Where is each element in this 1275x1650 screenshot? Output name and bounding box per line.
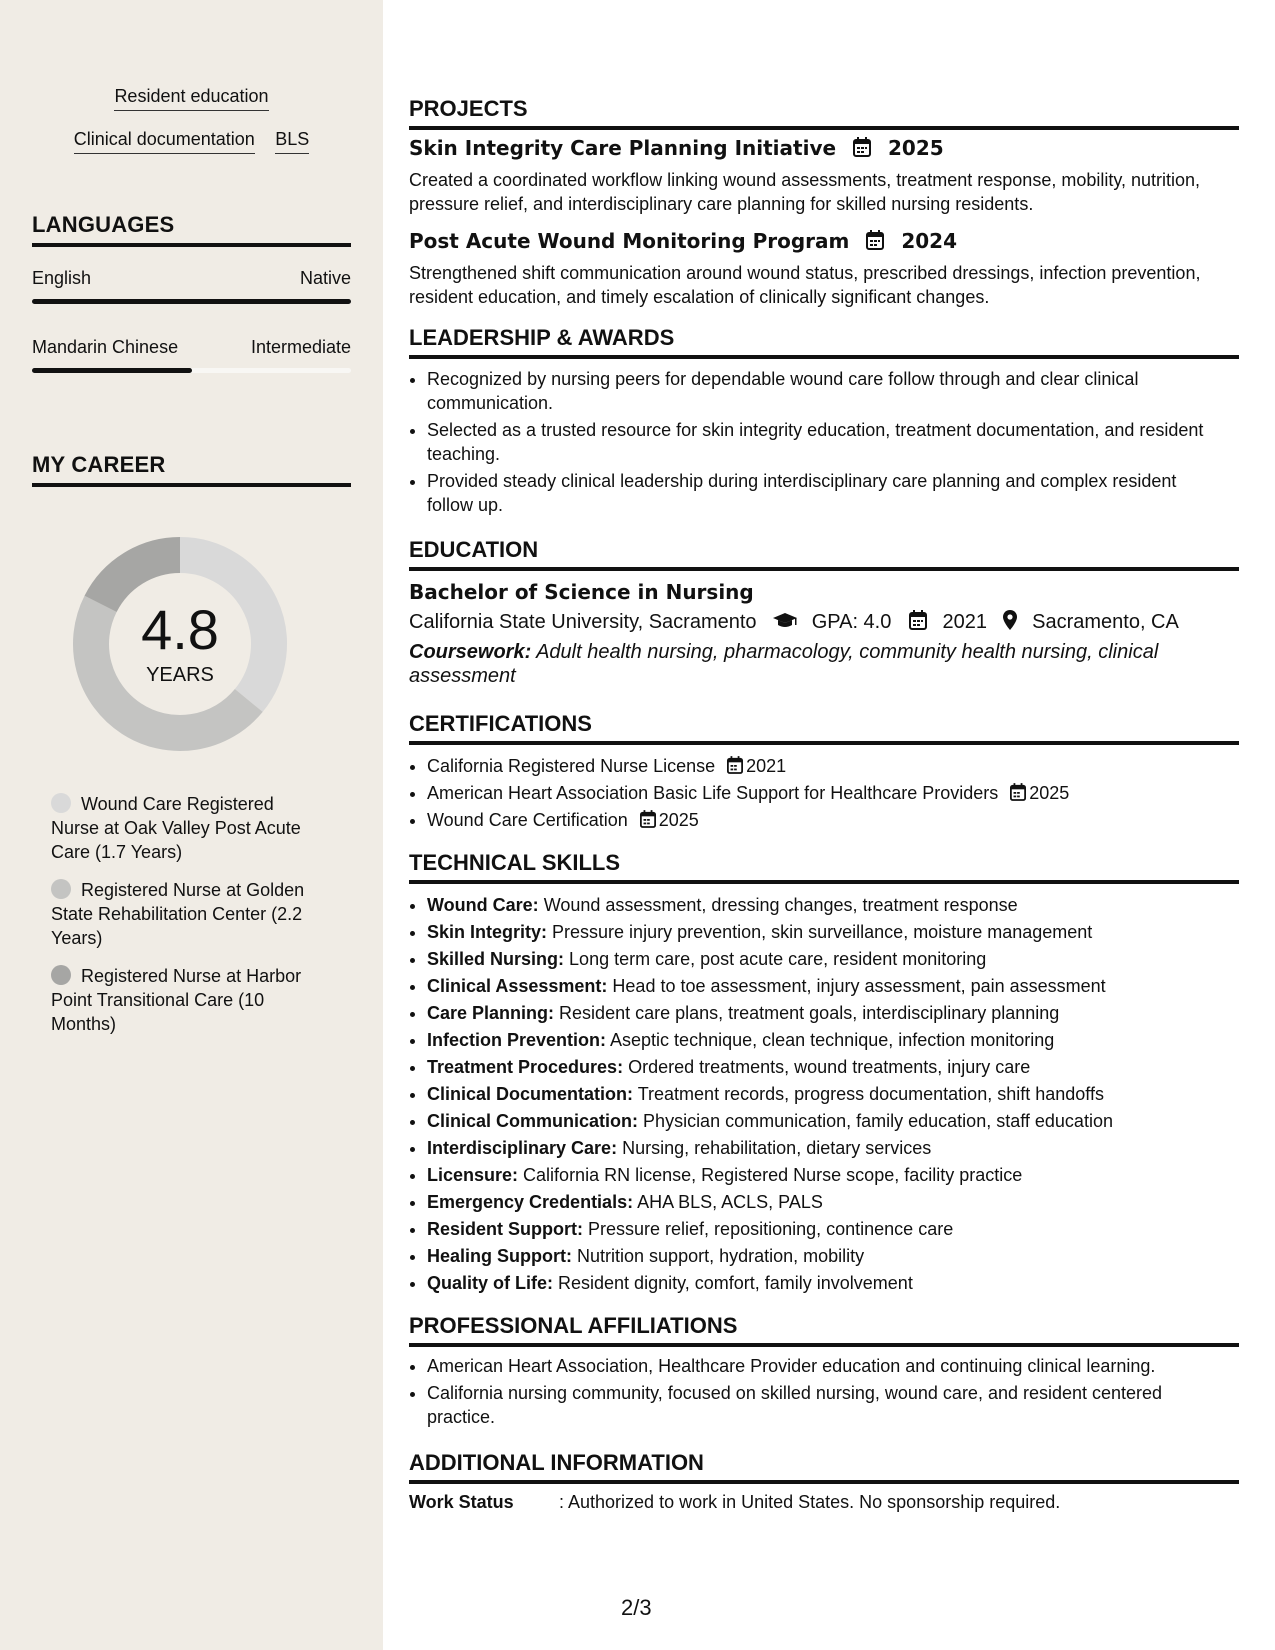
cert-year: 2021 xyxy=(746,756,787,776)
coursework-text: Adult health nursing, pharmacology, community health nursing, clinical assessment xyxy=(409,641,1159,687)
skill-tags-row-1 xyxy=(0,86,383,111)
career-legend-item xyxy=(51,964,321,1036)
skill-item xyxy=(427,1271,1227,1295)
skill-value: Treatment records, progress documentation, shift handoffs xyxy=(637,1084,1104,1104)
coursework xyxy=(409,640,1209,688)
calendar-icon xyxy=(866,230,884,250)
project-description: Created a coordinated workflow linking wound assessments, treatment response, mobility, nutrition, pressure relief, and interdisciplinary care planning for skilled nursing residents. xyxy=(409,170,1201,214)
affiliations-heading: PROFESSIONAL AFFILIATIONS xyxy=(409,1313,1239,1347)
skills-heading: TECHNICAL SKILLS xyxy=(409,850,1239,884)
skill-item xyxy=(427,1028,1227,1052)
main-content xyxy=(409,0,1239,1650)
skill-label: Care Planning: xyxy=(427,1003,555,1023)
career-legend-text: Wound Care Registered Nurse at Oak Valley Post Acute Care (1.7 Years) xyxy=(51,794,301,862)
project-name: Post Acute Wound Monitoring Program xyxy=(409,229,850,253)
project-year: 2024 xyxy=(901,229,957,253)
cert-name: California Registered Nurse License xyxy=(427,756,716,776)
cert-year: 2025 xyxy=(1029,783,1070,803)
language-level: Intermediate xyxy=(250,337,351,357)
list-item: • American Heart Association, Healthcare Provider education and continuing clinical learning. xyxy=(427,1354,1227,1378)
skill-value: Resident care plans, treatment goals, interdisciplinary planning xyxy=(559,1003,1060,1023)
legend-dot-icon xyxy=(51,879,71,899)
skill-label: Licensure: xyxy=(427,1165,519,1185)
skill-value: Nursing, rehabilitation, dietary services xyxy=(622,1138,932,1158)
project-year: 2025 xyxy=(888,136,944,160)
skill-value: Pressure relief, repositioning, continence care xyxy=(588,1219,954,1239)
career-heading: MY CAREER xyxy=(32,452,351,487)
career-total-unit: YEARS xyxy=(146,664,214,686)
cert-name: Wound Care Certification xyxy=(427,810,628,830)
skill-item xyxy=(427,1190,1227,1214)
list-item: • Recognized by nursing peers for dependable wound care follow through and clear clinical communication. xyxy=(427,367,1227,415)
language-english xyxy=(32,268,351,304)
language-name: English xyxy=(32,268,92,288)
graduation-year: 2021 xyxy=(942,611,987,633)
list-item xyxy=(427,808,1227,832)
location-pin-icon xyxy=(1003,610,1017,630)
career-legend-item xyxy=(51,792,321,864)
skill-value: Physician communication, family education, staff education xyxy=(643,1111,1113,1131)
cert-year: 2025 xyxy=(658,810,699,830)
calendar-icon xyxy=(640,810,656,828)
skill-label: Clinical Assessment: xyxy=(427,976,608,996)
cert-name: American Heart Association Basic Life Support for Healthcare Providers xyxy=(427,783,999,803)
skill-item xyxy=(427,1217,1227,1241)
gpa: GPA: 4.0 xyxy=(811,611,892,633)
skill-value: Pressure injury prevention, skin surveillance, moisture management xyxy=(552,922,1093,942)
skill-value: Long term care, post acute care, resident monitoring xyxy=(569,949,987,969)
degree-title: Bachelor of Science in Nursing xyxy=(409,580,754,604)
language-proficiency-bar xyxy=(32,299,351,304)
skill-label: Wound Care: xyxy=(427,895,539,915)
skill-label: Skin Integrity: xyxy=(427,922,548,942)
language-name: Mandarin Chinese xyxy=(32,337,179,357)
languages-heading: LANGUAGES xyxy=(32,212,351,247)
list-item: • Selected as a trusted resource for skin integrity education, treatment documentation, and resident teaching. xyxy=(427,418,1227,466)
skill-value: Resident dignity, comfort, family involvement xyxy=(558,1273,913,1293)
skill-label: Treatment Procedures: xyxy=(427,1057,624,1077)
list-item: • California nursing community, focused on skilled nursing, wound care, and resident centered practice. xyxy=(427,1381,1227,1429)
skill-item xyxy=(427,893,1227,917)
project-description: Strengthened shift communication around wound status, prescribed dressings, infection prevention, resident education, and timely escalation of clinically significant changes. xyxy=(409,263,1201,307)
work-status-value: : Authorized to work in United States. No sponsorship required. xyxy=(559,1492,1061,1512)
career-legend-text: Registered Nurse at Harbor Point Transitional Care (10 Months) xyxy=(51,966,302,1034)
project-name: Skin Integrity Care Planning Initiative xyxy=(409,136,837,160)
skill-label: Healing Support: xyxy=(427,1246,572,1266)
calendar-icon xyxy=(727,756,743,774)
leadership-list xyxy=(409,367,1227,520)
affiliations-list xyxy=(409,1354,1227,1432)
school-name: California State University, Sacramento xyxy=(409,611,757,633)
skill-tag: Clinical documentation xyxy=(74,129,255,154)
project-title xyxy=(409,136,944,160)
skill-tag: BLS xyxy=(275,129,309,154)
skill-item xyxy=(427,1055,1227,1079)
career-total-years: 4.8 xyxy=(141,598,219,661)
skill-tags-row-2 xyxy=(0,129,383,154)
skill-value: Ordered treatments, wound treatments, injury care xyxy=(628,1057,1031,1077)
projects-heading: PROJECTS xyxy=(409,96,1239,130)
list-item xyxy=(427,781,1227,805)
project-title xyxy=(409,229,957,253)
skill-label: Quality of Life: xyxy=(427,1273,553,1293)
skill-value: Wound assessment, dressing changes, treatment response xyxy=(543,895,1018,915)
legend-dot-icon xyxy=(51,965,71,985)
skill-tag: Resident education xyxy=(114,86,268,111)
skill-value: Nutrition support, hydration, mobility xyxy=(577,1246,865,1266)
skill-label: Clinical Communication: xyxy=(427,1111,639,1131)
career-legend-item xyxy=(51,878,321,950)
skills-list xyxy=(409,893,1227,1298)
additional-heading: ADDITIONAL INFORMATION xyxy=(409,1450,1239,1484)
skill-value: California RN license, Registered Nurse scope, facility practice xyxy=(523,1165,1023,1185)
school-location: Sacramento, CA xyxy=(1032,611,1179,633)
skill-label: Skilled Nursing: xyxy=(427,949,565,969)
education-details xyxy=(409,610,1187,634)
list-item: • Provided steady clinical leadership during interdisciplinary care planning and complex resident follow up. xyxy=(427,469,1227,517)
coursework-label: Coursework: xyxy=(409,641,532,663)
skill-item xyxy=(427,920,1227,944)
language-level: Native xyxy=(299,268,351,288)
language-proficiency-fill xyxy=(32,299,351,304)
calendar-icon xyxy=(1010,783,1026,801)
skill-label: Interdisciplinary Care: xyxy=(427,1138,618,1158)
language-proficiency-bar xyxy=(32,368,351,373)
skill-value: Head to toe assessment, injury assessment, pain assessment xyxy=(612,976,1106,996)
skill-item xyxy=(427,974,1227,998)
career-donut-chart xyxy=(66,530,294,758)
legend-dot-icon xyxy=(51,793,71,813)
skill-item xyxy=(427,1082,1227,1106)
skill-item xyxy=(427,1109,1227,1133)
skill-label: Clinical Documentation: xyxy=(427,1084,634,1104)
skill-label: Emergency Credentials: xyxy=(427,1192,634,1212)
skill-value: Aseptic technique, clean technique, infection monitoring xyxy=(610,1030,1055,1050)
skill-item xyxy=(427,1136,1227,1160)
work-status xyxy=(409,1492,1060,1513)
calendar-icon xyxy=(909,610,927,630)
skill-label: Infection Prevention: xyxy=(427,1030,607,1050)
skill-item xyxy=(427,947,1227,971)
career-legend-text: Registered Nurse at Golden State Rehabilitation Center (2.2 Years) xyxy=(51,880,305,948)
language-proficiency-fill xyxy=(32,368,192,373)
certifications-heading: CERTIFICATIONS xyxy=(409,711,1239,745)
skill-item xyxy=(427,1244,1227,1268)
skill-label: Resident Support: xyxy=(427,1219,583,1239)
skill-item xyxy=(427,1163,1227,1187)
graduation-cap-icon xyxy=(772,612,798,630)
language-mandarin xyxy=(32,337,351,373)
skill-value: AHA BLS, ACLS, PALS xyxy=(637,1192,823,1212)
leadership-heading: LEADERSHIP & AWARDS xyxy=(409,325,1239,359)
skill-item xyxy=(427,1001,1227,1025)
work-status-label: Work Status xyxy=(409,1492,514,1512)
certifications-list xyxy=(409,754,1227,835)
sidebar xyxy=(0,0,383,1650)
list-item xyxy=(427,754,1227,778)
education-heading: EDUCATION xyxy=(409,537,1239,571)
page-number: 2/3 xyxy=(621,1595,652,1620)
calendar-icon xyxy=(853,137,871,157)
